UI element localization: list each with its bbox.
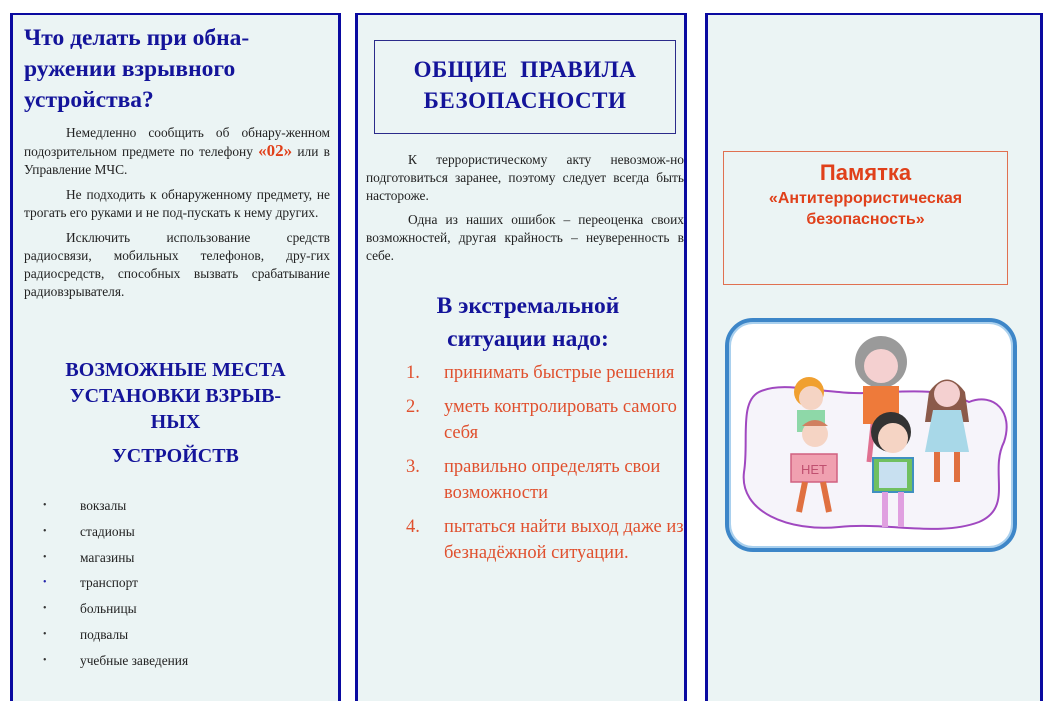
drawing-icon xyxy=(729,322,1013,548)
list-item: • учебные заведения xyxy=(43,648,188,674)
instructions-text xyxy=(24,124,330,308)
heading-line: УСТРОЙСТВ xyxy=(112,445,239,467)
list-number: 1. xyxy=(406,363,420,383)
instruction-paragraph: Исключить использование средств радиосвязи, мобильных телефонов, дру-гих радиосредств, способных вызвать срабатывание радиовзрывателя. xyxy=(24,230,330,299)
paragraph-text: Немедленно сообщить об обнару-женном подозрительном предмете по телефону xyxy=(24,125,330,159)
heading-line: УСТАНОВКИ ВЗРЫВ- xyxy=(69,385,282,407)
heading-line: устройства? xyxy=(24,87,154,113)
heading-line: ВОЗМОЖНЫЕ МЕСТА xyxy=(65,359,286,381)
list-item xyxy=(406,454,684,506)
memo-title: Памятка xyxy=(819,160,912,185)
title-box xyxy=(723,151,1008,285)
list-item: • стадионы xyxy=(43,519,188,545)
list-item: • вокзалы xyxy=(43,493,188,519)
left-panel xyxy=(10,13,341,701)
memo-subtitle: «Антитеррористическая безопасность» xyxy=(768,190,963,228)
list-number: 3. xyxy=(406,457,420,477)
list-item: • подвалы xyxy=(43,622,188,648)
emergency-phone-number: «02» xyxy=(258,141,293,160)
possible-locations-heading xyxy=(13,357,338,469)
list-item xyxy=(406,394,684,446)
list-item xyxy=(406,514,684,566)
list-item: • транспорт xyxy=(43,570,188,596)
right-panel xyxy=(705,13,1043,701)
middle-panel xyxy=(355,13,687,701)
list-text: уметь контролировать самого себя xyxy=(444,397,677,443)
instruction-paragraph xyxy=(24,124,330,179)
list-number: 2. xyxy=(406,397,420,417)
heading-line: Что делать при обна- xyxy=(24,25,250,51)
list-number: 4. xyxy=(406,517,420,537)
locations-list xyxy=(43,493,188,674)
list-item: • магазины xyxy=(43,545,188,571)
rules-paragraph: К террористическому акту невозмож-но подготовиться заранее, поэтому следует всегда быть настороже. xyxy=(366,152,684,203)
heading-line: БЕЗОПАСНОСТИ xyxy=(423,88,627,113)
heading-line: В экстремальной xyxy=(436,293,620,319)
heading-line: ружении взрывного xyxy=(24,56,236,82)
general-rules-text xyxy=(366,151,684,271)
heading-line: ОБЩИЕ ПРАВИЛА xyxy=(413,57,637,82)
list-item xyxy=(406,360,684,386)
extreme-situation-heading xyxy=(378,290,678,356)
paragraph-text: или в Управление МЧС. xyxy=(24,144,330,177)
heading-line: ситуации надо: xyxy=(447,326,609,352)
rules-paragraph: Одна из наших ошибок – переоценка своих возможностей, другая крайность – неуверенность в себе. xyxy=(366,212,684,263)
children-drawing-illustration xyxy=(725,318,1017,552)
general-rules-heading-box xyxy=(374,40,676,134)
list-text: принимать быстрые решения xyxy=(444,363,675,383)
heading-line: НЫХ xyxy=(150,411,201,433)
list-item: • больницы xyxy=(43,596,188,622)
list-text: пытаться найти выход даже из безнадёжной ситуации. xyxy=(444,517,684,563)
rules-list xyxy=(406,360,684,574)
explosive-device-heading xyxy=(24,23,334,116)
list-text: правильно определять свои возможности xyxy=(444,457,661,503)
instruction-paragraph: Не подходить к обнаруженному предмету, не трогать его руками и не под-пускать к нему других. xyxy=(24,187,330,220)
sign-text: НЕТ xyxy=(801,462,827,477)
